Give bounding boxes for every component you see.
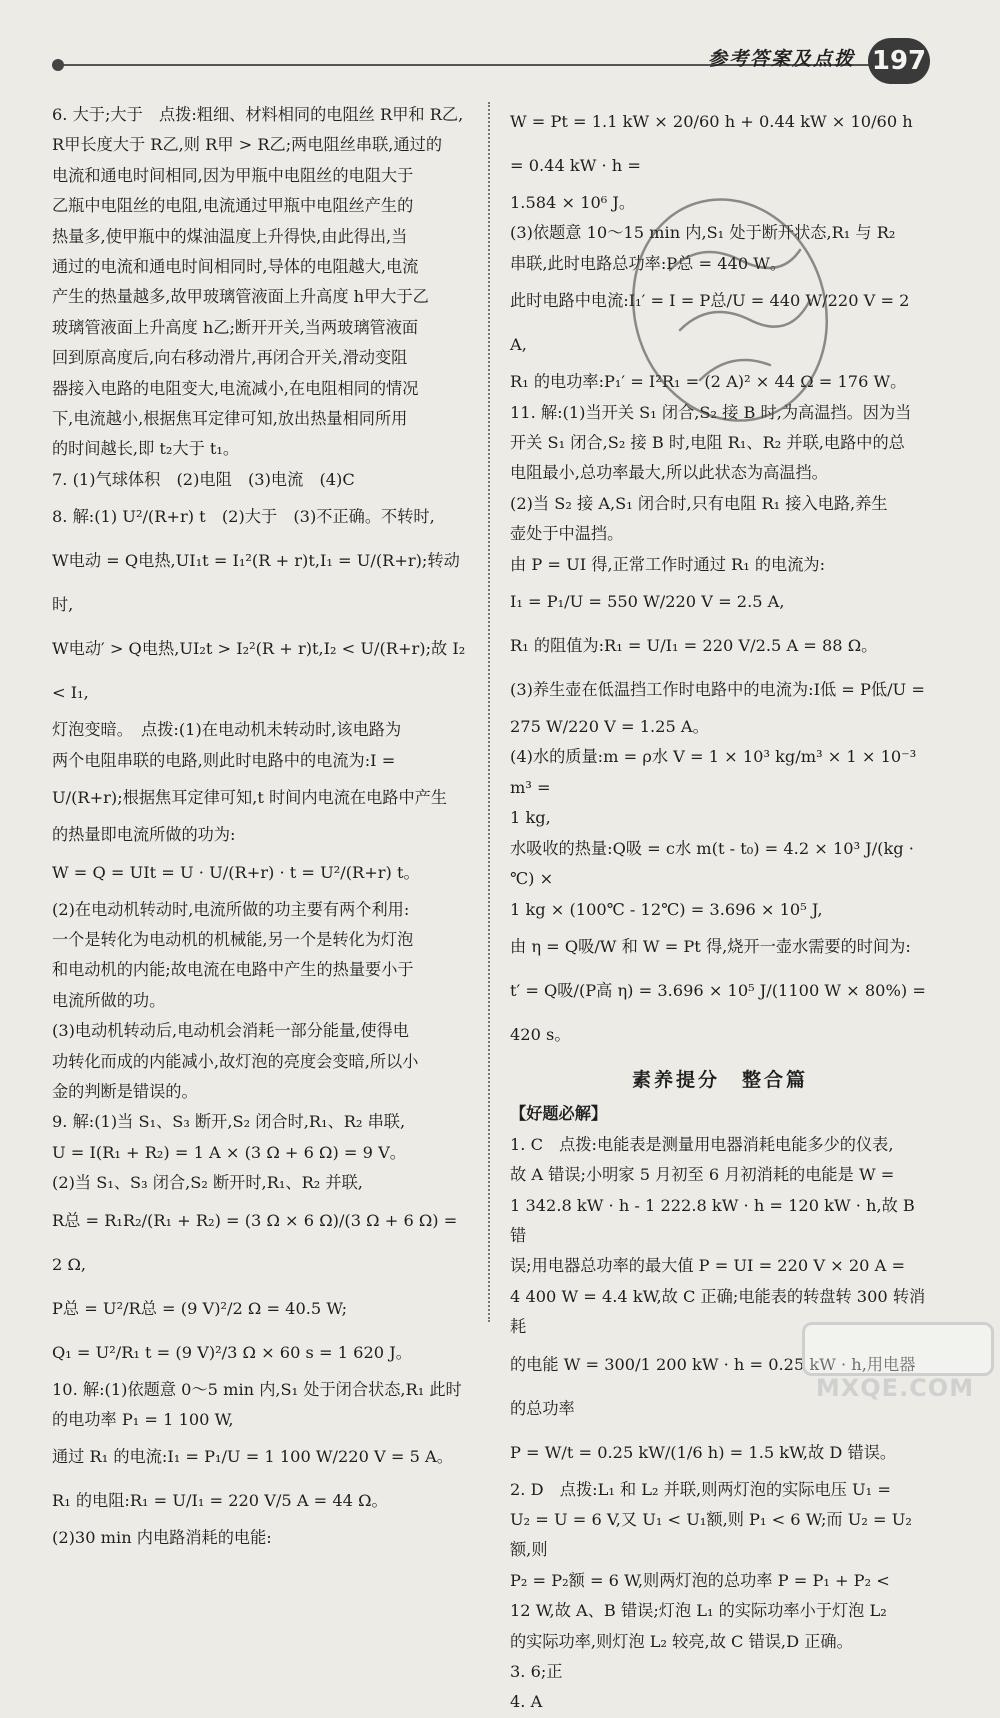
page-number: 197 <box>868 38 930 84</box>
text-line: (2)30 min 内电路消耗的电能: <box>52 1528 272 1548</box>
watermark-url: MXQE.COM <box>815 1374 975 1402</box>
text-line: 功转化而成的内能减小,故灯泡的亮度会变暗,所以小 <box>52 1051 419 1071</box>
text-line: W电动 = Q电热,UI₁t = I₁²(R + r)t,I₁ = U/(R+r);转动时, <box>52 551 460 615</box>
text-line: 电阻最小,总功率最大,所以此状态为高温挡。 <box>510 463 828 483</box>
text-line: 通过的电流和通电时间相同时,导体的电阻越大,电流 <box>52 257 419 277</box>
text-line: 的实际功率,则灯泡 L₂ 较亮,故 C 错误,D 正确。 <box>510 1631 853 1651</box>
text-line: 电流和通电时间相同,因为甲瓶中电阻丝的电阻大于 <box>52 165 414 185</box>
left-column <box>52 100 472 1554</box>
text-line: 275 W/220 V = 1.25 A。 <box>510 717 709 737</box>
text-line: 4. A <box>510 1692 543 1712</box>
text-line: 1 kg × (100℃ - 12℃) = 3.696 × 10⁵ J, <box>510 899 823 919</box>
section-tag: 【好题必解】 <box>510 1104 608 1124</box>
text-line: t′ = Q吸/(P高 η) = 3.696 × 10⁵ J/(1100 W × 80%) = 420 s。 <box>510 980 926 1044</box>
text-line: 金的判断是错误的。 <box>52 1081 198 1101</box>
text-line: Q₁ = U²/R₁ t = (9 V)²/3 Ω × 60 s = 1 620 J。 <box>52 1342 412 1362</box>
text-line: 产生的热量越多,故甲玻璃管液面上升高度 h甲大于乙 <box>52 287 429 307</box>
text-line: R₁ 的阻值为:R₁ = U/I₁ = 220 V/2.5 A = 88 Ω。 <box>510 636 878 656</box>
watermark-logo <box>802 1322 994 1376</box>
text-line: (4)水的质量:m = ρ水 V = 1 × 10³ kg/m³ × 1 × 10⁻³ m³ = <box>510 747 917 797</box>
text-line: 的电功率 P₁ = 1 100 W, <box>52 1409 234 1429</box>
text-line: 4 400 W = 4.4 kW,故 C 正确;电能表的转盘转 300 转消耗 <box>510 1286 926 1337</box>
text-line: 9. 解:(1)当 S₁、S₃ 断开,S₂ 闭合时,R₁、R₂ 串联, <box>52 1112 406 1132</box>
text-line: P总 = U²/R总 = (9 V)²/2 Ω = 40.5 W; <box>52 1298 348 1318</box>
text-line: 12 W,故 A、B 错误;灯泡 L₁ 的实际功率小于灯泡 L₂ <box>510 1601 887 1621</box>
text-line: R总 = R₁R₂/(R₁ + R₂) = (3 Ω × 6 Ω)/(3 Ω + 6 Ω) = 2 Ω, <box>52 1210 458 1274</box>
text-line: 误;用电器总功率的最大值 P = UI = 220 V × 20 A = <box>510 1256 906 1276</box>
right-column <box>510 100 930 1718</box>
text-line: 两个电阻串联的电路,则此时电路中的电流为:I = <box>52 750 396 770</box>
text-line: (2)当 S₂ 接 A,S₁ 闭合时,只有电阻 R₁ 接入电路,养生 <box>510 493 888 513</box>
text-line: 由 P = UI 得,正常工作时通过 R₁ 的电流为: <box>510 554 826 574</box>
text-line: (3)依题意 10～15 min 内,S₁ 处于断开状态,R₁ 与 R₂ <box>510 223 896 243</box>
text-line: 乙瓶中电阻丝的电阻,电流通过甲瓶中电阻丝产生的 <box>52 196 414 216</box>
text-line: W = Q = UIt = U · U/(R+r) · t = U²/(R+r) t。 <box>52 862 420 882</box>
text-line: 8. 解:(1) U²/(R+r) t (2)大于 (3)不正确。不转时, <box>52 507 435 527</box>
text-line: U₂ = U = 6 V,又 U₁ < U₁额,则 P₁ < 6 W;而 U₂ = U₂额,则 <box>510 1509 912 1560</box>
text-line: 1. C 点拨:电能表是测量用电器消耗电能多少的仪表, <box>510 1134 894 1154</box>
text-line: 此时电路中电流:I₁′ = I = P总/U = 440 W/220 V = 2 A, <box>510 291 910 355</box>
text-line: (3)养生壶在低温挡工作时电路中的电流为:I低 = P低/U = <box>510 680 925 700</box>
text-line: R₁ 的电功率:P₁′ = I²R₁ = (2 A)² × 44 Ω = 176 W。 <box>510 372 907 392</box>
text-line: 水吸收的热量:Q吸 = c水 m(t - t₀) = 4.2 × 10³ J/(kg · ℃) × <box>510 838 914 889</box>
text-line: 电流所做的功。 <box>52 990 166 1010</box>
text-line: 1 kg, <box>510 808 551 828</box>
text-line: 灯泡变暗。 点拨:(1)在电动机未转动时,该电路为 <box>52 720 402 740</box>
text-line: 的电能 W = 300/1 200 kW · h = 0.25 kW · h,用电器的总功率 <box>510 1354 916 1418</box>
text-line: 一个是转化为电动机的机械能,另一个是转化为灯泡 <box>52 929 414 949</box>
text-line: R₁ 的电阻:R₁ = U/I₁ = 220 V/5 A = 44 Ω。 <box>52 1491 388 1511</box>
text-line: W电动′ > Q电热,UI₂t > I₂²(R + r)t,I₂ < U/(R+r);故 I₂ < I₁, <box>52 639 466 703</box>
text-line: (2)在电动机转动时,电流所做的功主要有两个利用: <box>52 899 410 919</box>
text-line: 由 η = Q吸/W 和 W = Pt 得,烧开一壶水需要的时间为: <box>510 936 911 956</box>
text-line: P₂ = P₂额 = 6 W,则两灯泡的总功率 P = P₁ + P₂ < <box>510 1570 890 1590</box>
text-line: 器接入电路的电阻变大,电流减小,在电阻相同的情况 <box>52 378 419 398</box>
text-line: 2. D 点拨:L₁ 和 L₂ 并联,则两灯泡的实际电压 U₁ = <box>510 1479 891 1499</box>
text-line: 回到原高度后,向右移动滑片,再闭合开关,滑动变阻 <box>52 348 408 368</box>
text-line: P = W/t = 0.25 kW/(1/6 h) = 1.5 kW,故 D 错误。 <box>510 1442 897 1462</box>
text-line: W = Pt = 1.1 kW × 20/60 h + 0.44 kW × 10/60 h = 0.44 kW · h = <box>510 112 913 175</box>
text-line: 通过 R₁ 的电流:I₁ = P₁/U = 1 100 W/220 V = 5 A。 <box>52 1447 453 1467</box>
text-line: 故 A 错误;小明家 5 月初至 6 月初消耗的电能是 W = <box>510 1165 895 1185</box>
text-line: 下,电流越小,根据焦耳定律可知,放出热量相同所用 <box>52 409 408 429</box>
column-divider <box>488 102 490 1322</box>
text-line: (2)当 S₁、S₃ 闭合,S₂ 断开时,R₁、R₂ 并联, <box>52 1173 363 1193</box>
header-title: 参考答案及点拨 <box>708 48 856 70</box>
text-line: 1 342.8 kW · h - 1 222.8 kW · h = 120 kW · h,故 B 错 <box>510 1195 915 1245</box>
text-line: 的时间越长,即 t₂大于 t₁。 <box>52 439 240 459</box>
header-bullet <box>52 59 64 71</box>
text-line: 7. (1)气球体积 (2)电阻 (3)电流 (4)C <box>52 469 355 489</box>
text-line: 3. 6;正 <box>510 1662 563 1681</box>
text-line: 开关 S₁ 闭合,S₂ 接 B 时,电阻 R₁、R₂ 并联,电路中的总 <box>510 433 905 453</box>
text-line: 1.584 × 10⁶ J。 <box>510 193 636 212</box>
text-line: U = I(R₁ + R₂) = 1 A × (3 Ω + 6 Ω) = 9 V。 <box>52 1142 406 1162</box>
text-line: 11. 解:(1)当开关 S₁ 闭合,S₂ 接 B 时,为高温挡。因为当 <box>510 402 912 422</box>
text-line: U/(R+r);根据焦耳定律可知,t 时间内电流在电路中产生 <box>52 788 448 808</box>
text-line: I₁ = P₁/U = 550 W/220 V = 2.5 A, <box>510 592 785 612</box>
text-line: 玻璃管液面上升高度 h乙;断开开关,当两玻璃管液面 <box>52 317 419 337</box>
text-line: 串联,此时电路总功率:P总 = 440 W。 <box>510 253 787 273</box>
text-line: 10. 解:(1)依题意 0～5 min 内,S₁ 处于闭合状态,R₁ 此时 <box>52 1379 462 1399</box>
text-line: R甲长度大于 R乙,则 R甲 > R乙;两电阻丝串联,通过的 <box>52 135 443 155</box>
watermark <box>800 1322 990 1402</box>
section-title: 素养提分 整合篇 <box>631 1068 808 1091</box>
text-line: 热量多,使甲瓶中的煤油温度上升得快,由此得出,当 <box>52 226 408 246</box>
text-line: 6. 大于;大于 点拨:粗细、材料相同的电阻丝 R甲和 R乙, <box>52 105 464 124</box>
text-line: 和电动机的内能;故电流在电路中产生的热量要小于 <box>52 960 414 980</box>
text-line: 壶处于中温挡。 <box>510 524 624 544</box>
text-line: (3)电动机转动后,电动机会消耗一部分能量,使得电 <box>52 1021 409 1041</box>
text-line: 的热量即电流所做的功为: <box>52 825 236 845</box>
